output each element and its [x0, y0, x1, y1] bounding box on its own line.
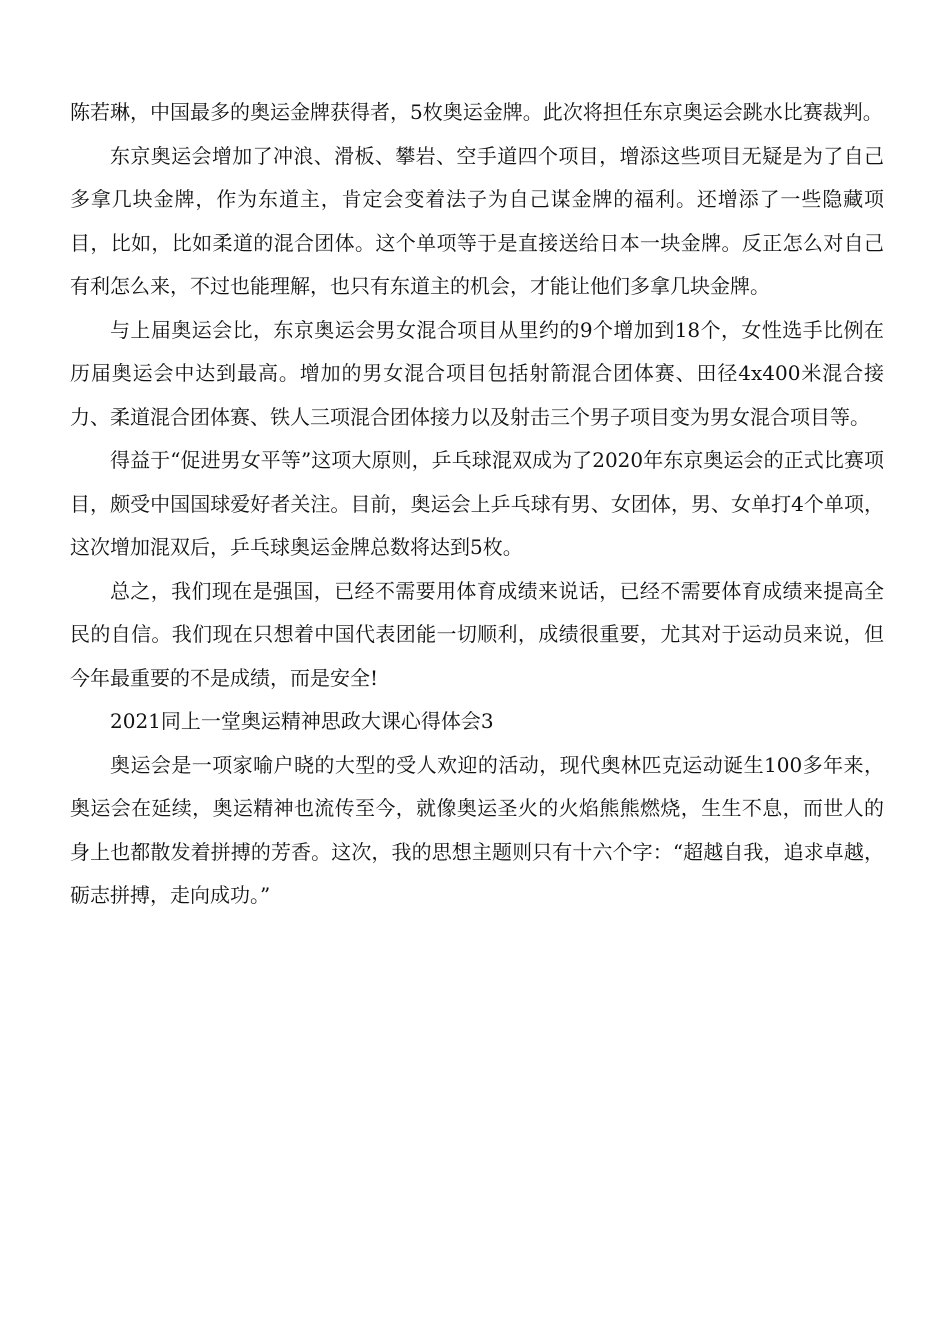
section-heading: 2021同上一堂奥运精神思政大课心得体会3 [110, 709, 494, 733]
document-body [70, 91, 884, 918]
paragraph-table-tennis: 得益于“促进男女平等”这项大原则，乒乓球混双成为了2020年东京奥运会的正式比赛项目，颇受中国国球爱好者关注。目前，奥运会上乒乓球有男、女团体，男、女单打4个单项，这次增加混双后，乒乓球奥运金牌总数将达到5枚。 [70, 448, 884, 559]
paragraph-conclusion: 总之，我们现在是强国，已经不需要用体育成绩来说话，已经不需要体育成绩来提高全民的自信。我们现在只想着中国代表团能一切顺利，成绩很重要，尤其对于运动员来说，但今年最重要的不是成绩，而是安全! [70, 578, 884, 690]
paragraph-new-events: 东京奥运会增加了冲浪、滑板、攀岩、空手道四个项目，增添这些项目无疑是为了自己多拿几块金牌，作为东道主，肯定会变着法子为自己谋金牌的福利。还增添了一些隐藏项目，比如，比如柔道的混合团体。这个单项等于是直接送给日本一块金牌。反正怎么对自己有利怎么来，不过也能理解，也只有东道主的机会，才能让他们多拿几块金牌。 [70, 143, 884, 298]
paragraph-olympic-spirit: 奥运会是一项家喻户晓的大型的受人欢迎的活动，现代奥林匹克运动诞生100多年来，奥运会在延续，奥运精神也流传至今，就像奥运圣火的火焰熊熊燃烧，生生不息，而世人的身上也都散发着拼搏的芳香。这次，我的思想主题则只有十六个字：“超越自我，追求卓越，砺志拼搏，走向成功。” [70, 752, 884, 907]
paragraph-mixed-events: 与上届奥运会比，东京奥运会男女混合项目从里约的9个增加到18个，女性选手比例在历届奥运会中达到最高。增加的男女混合项目包括射箭混合团体赛、田径4x400米混合接力、柔道混合团体赛、铁人三项混合团体接力以及射击三个男子项目变为男女混合项目等。 [70, 317, 884, 429]
paragraph-continuation: 陈若琳，中国最多的奥运金牌获得者，5枚奥运金牌。此次将担任东京奥运会跳水比赛裁判。 [70, 100, 883, 124]
